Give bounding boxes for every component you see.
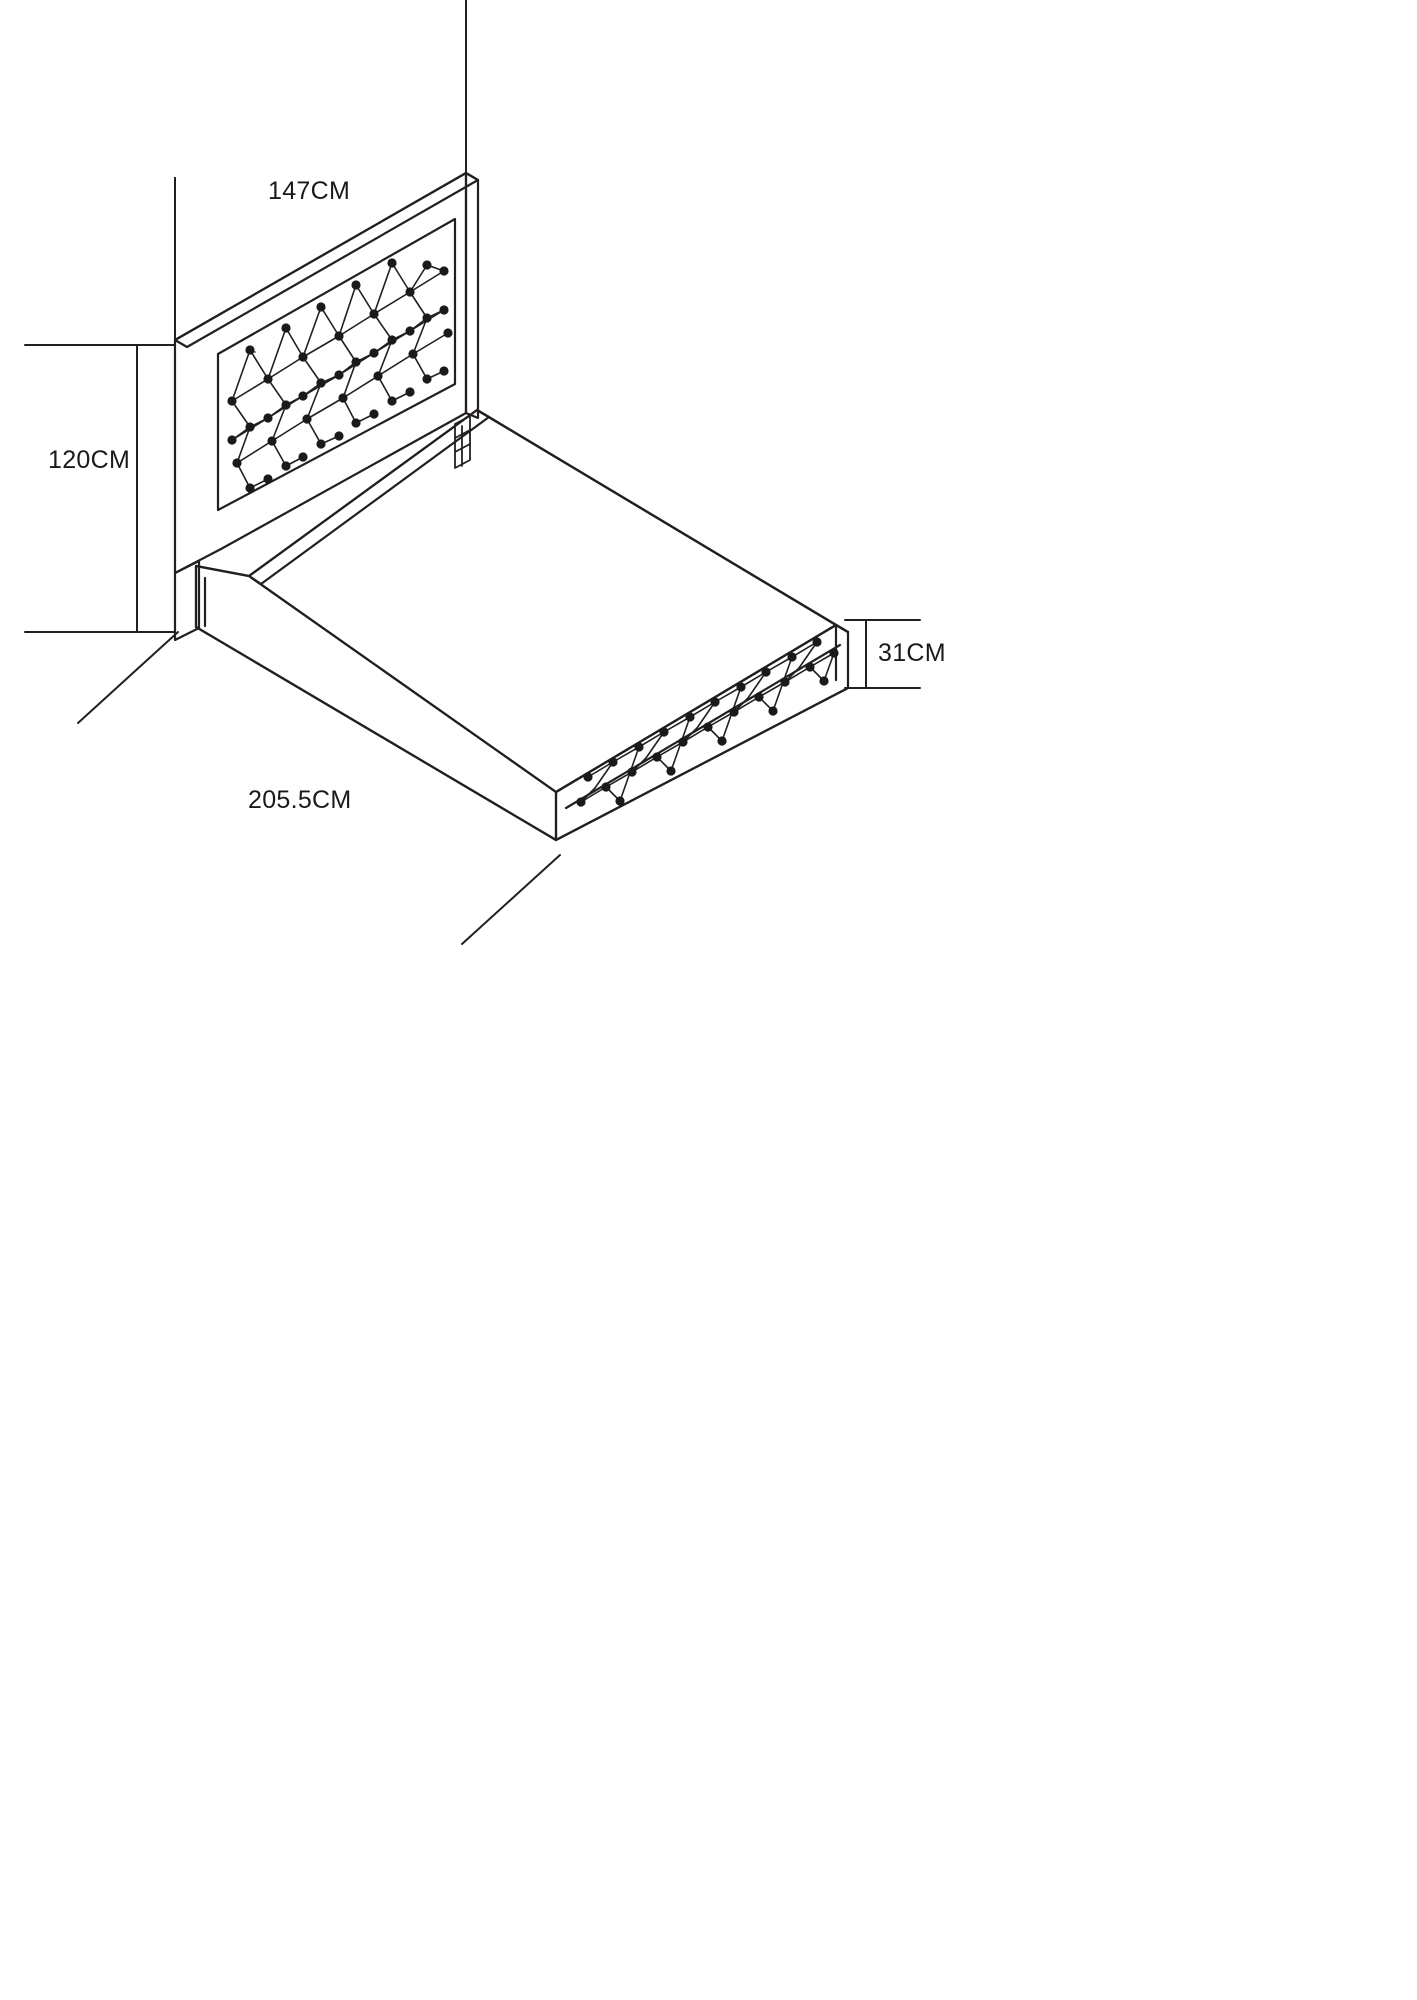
- dimension-label-headboard-width: 147CM: [268, 177, 351, 205]
- frame-bracket-detail: [455, 416, 470, 468]
- dimension-label-frame-depth: 31CM: [878, 639, 946, 667]
- dimension-label-bed-length: 205.5CM: [248, 786, 352, 814]
- bed-geometry: [25, 0, 920, 944]
- footboard-tufting-lines: [581, 642, 834, 802]
- bed-frame: [196, 410, 848, 840]
- dimension-lines: [25, 0, 920, 944]
- headboard-tufting-buttons: [227, 258, 452, 492]
- dimension-label-headboard-height: 120CM: [48, 446, 131, 474]
